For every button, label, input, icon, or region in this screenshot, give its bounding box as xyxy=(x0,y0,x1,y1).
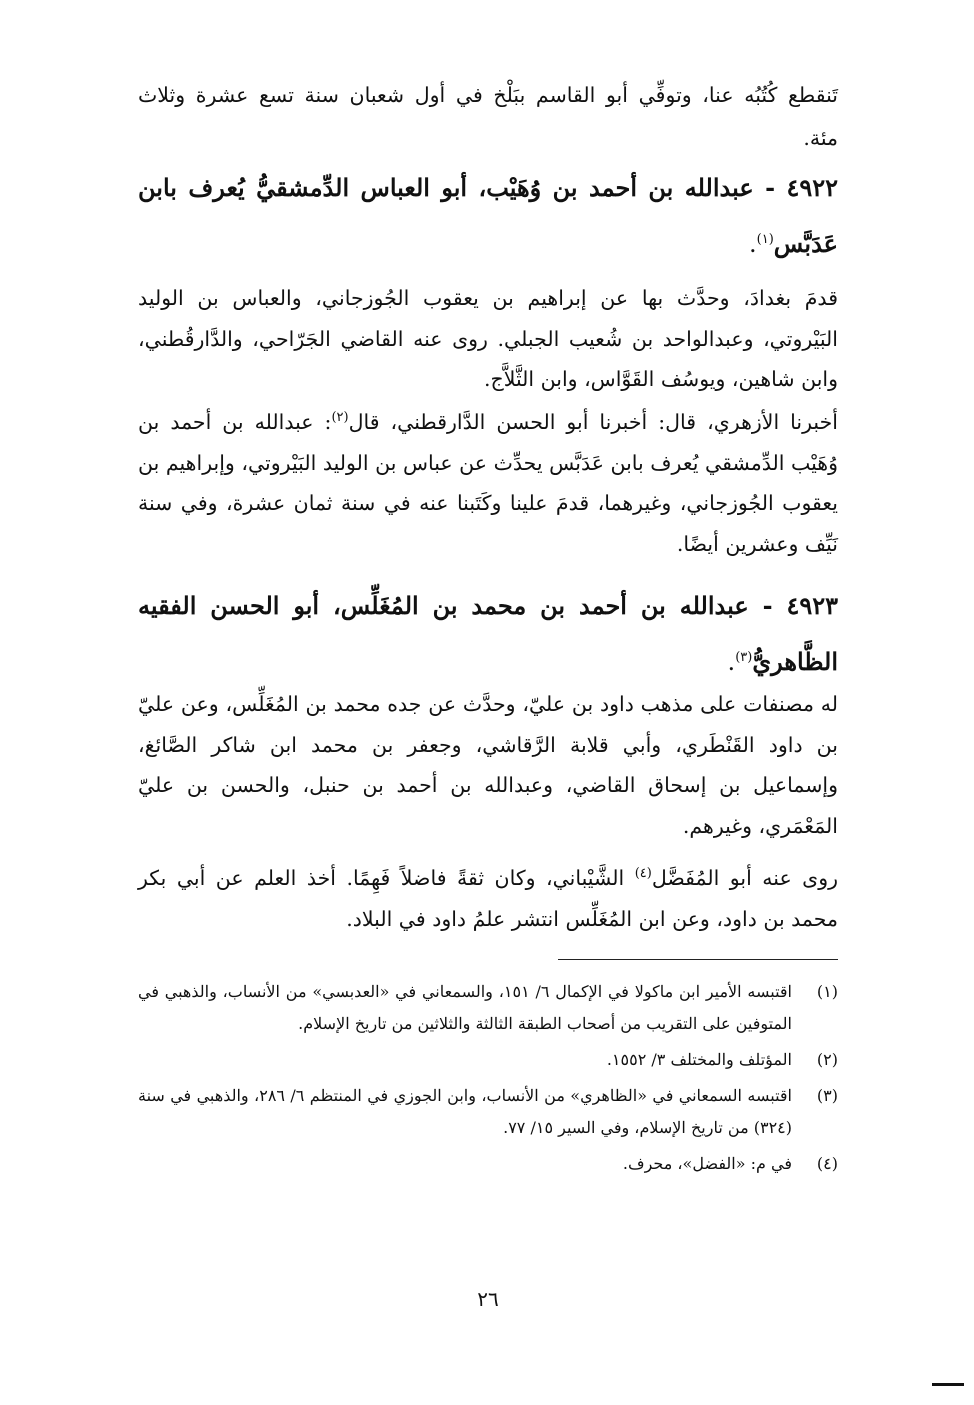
entry-4923-end: . xyxy=(727,648,736,676)
entry-4923-heading xyxy=(138,578,838,690)
scan-mark xyxy=(932,1383,964,1386)
footnotes xyxy=(138,976,838,1184)
footnote-2 xyxy=(138,1044,838,1076)
footnote-2-number: (٢) xyxy=(816,1050,838,1069)
entry-4923-title: عبدالله بن أحمد بن محمد بن المُغَلِّس، أبو الحسن الفقيه xyxy=(138,591,749,620)
entry-4922-heading xyxy=(138,160,838,272)
footnote-separator xyxy=(558,959,838,960)
intro-line-2: مئة. xyxy=(803,126,838,150)
footnote-3-number: (٣) xyxy=(816,1086,838,1105)
entry-4923-dash: - xyxy=(762,591,773,620)
footnote-2-text: المؤتلف والمختلف ٣/ ١٥٥٢. xyxy=(606,1050,792,1069)
entry-4922-p2-end: : عبدالله بن أحمد بن وُهَيْب الدِّمشقي يُعرف بابن عَدَبَّس يحدِّث عن عباس بن الوليد البَيْروتي، وإبراهيم بن يعقوب الجُوزجاني، وغيرهما، قدمَ علينا وكَتَبنا عنه في سنة ثمان عشرة، وفي سنة نَيِّف وعشرين أيضًا. xyxy=(138,410,838,556)
footnote-ref-4: (٤) xyxy=(634,866,652,882)
footnote-4 xyxy=(138,1148,838,1180)
footnote-ref-3: (٣) xyxy=(735,650,753,665)
entry-4922-end: . xyxy=(749,230,757,258)
entry-4922-number: ٤٩٢٢ xyxy=(786,173,839,202)
footnote-1 xyxy=(138,976,838,1040)
entry-4923-title-rest: الظَّاهريُّ xyxy=(752,647,838,676)
footnote-ref-1: (١) xyxy=(756,232,774,247)
footnote-4-text: في م: «الفضل»، محرف. xyxy=(622,1154,792,1173)
entry-4923-paragraph-2 xyxy=(138,858,838,939)
intro-line-1: تَنقطع كُتُبُه عنا، وتوفِّي أبو القاسم ببَلْخ في أول شعبان سنة تسع عشرة وثلاث xyxy=(138,83,838,107)
entry-4922-paragraph-2 xyxy=(138,402,838,564)
footnote-ref-2: (٢) xyxy=(331,410,349,426)
footnote-1-number: (١) xyxy=(816,982,838,1001)
footnote-3 xyxy=(138,1080,838,1144)
entry-4923-number: ٤٩٢٣ xyxy=(786,591,839,620)
entry-4922-paragraph-1: قدمَ بغدادَ، وحدَّث بها عن إبراهيم بن يعقوب الجُوزجاني، والعباس بن الوليد البَيْروتي، وعبدالواحد بن شُعيب الجبلي. روى عنه القاضي الجَرّاحي، والدَّارقُطني، وابن شاهين، ويوسُف القَوَّاس، وابن الثَّلاَّج. xyxy=(138,286,838,391)
entry-4922-p2-start: أخبرنا الأزهري، قال: أخبرنا أبو الحسن الدَّارقطني، قال xyxy=(348,410,838,434)
entry-4922-title: عبدالله بن أحمد بن وُهَيْب، أبو العباس الدِّمشقيُّ يُعرف xyxy=(188,173,754,202)
footnote-4-number: (٤) xyxy=(816,1154,838,1173)
footnote-3-text: اقتبسه السمعاني في «الظاهري» من الأنساب، وابن الجوزي في المنتظم ٦/ ٢٨٦، والذهبي في سنة (٣٢٤) من تاريخ الإسلام، وفي السير ١٥/ ٧٧. xyxy=(138,1086,792,1137)
page-number: ٢٦ xyxy=(477,1287,499,1311)
entry-4922-dash: - xyxy=(765,173,776,202)
entry-4923-paragraph-1: له مصنفات على مذهب داود بن عليّ، وحدَّث عن جده محمد بن المُغَلِّس، وعن عليّ بن داود القَنْطَري، وأبي قلابة الرَّقاشي، وجعفر بن محمد ابن شاكر الصَّائغ، وإسماعيل بن إسحاق القاضي، وعبدالله بن أحمد بن حنبل، والحسن بن عليّ المَعْمَري، وغيرهم. xyxy=(138,692,838,838)
entry-4922-title-rest: بابن عَدَبَّس xyxy=(138,173,838,258)
entry-4923-p2-start: روى عنه أبو المُفَضَّل xyxy=(651,866,838,890)
footnote-1-text: اقتبسه الأمير ابن ماكولا في الإكمال ٦/ ١٥١، والسمعاني في «العدبسي» من الأنساب، والذهبي في المتوفين على التقريب من أصحاب الطبقة الثالثة والثلاثين من تاريخ الإسلام. xyxy=(138,982,793,1033)
entry-4923-p2-end: الشَّيْباني، وكان ثقةً فاضلاً فَهِمًا. أخذ العلم عن أبي بكر محمد بن داود، وعن ابن المُغَلِّس انتشر علمُ داود في البلاد. xyxy=(138,866,838,931)
